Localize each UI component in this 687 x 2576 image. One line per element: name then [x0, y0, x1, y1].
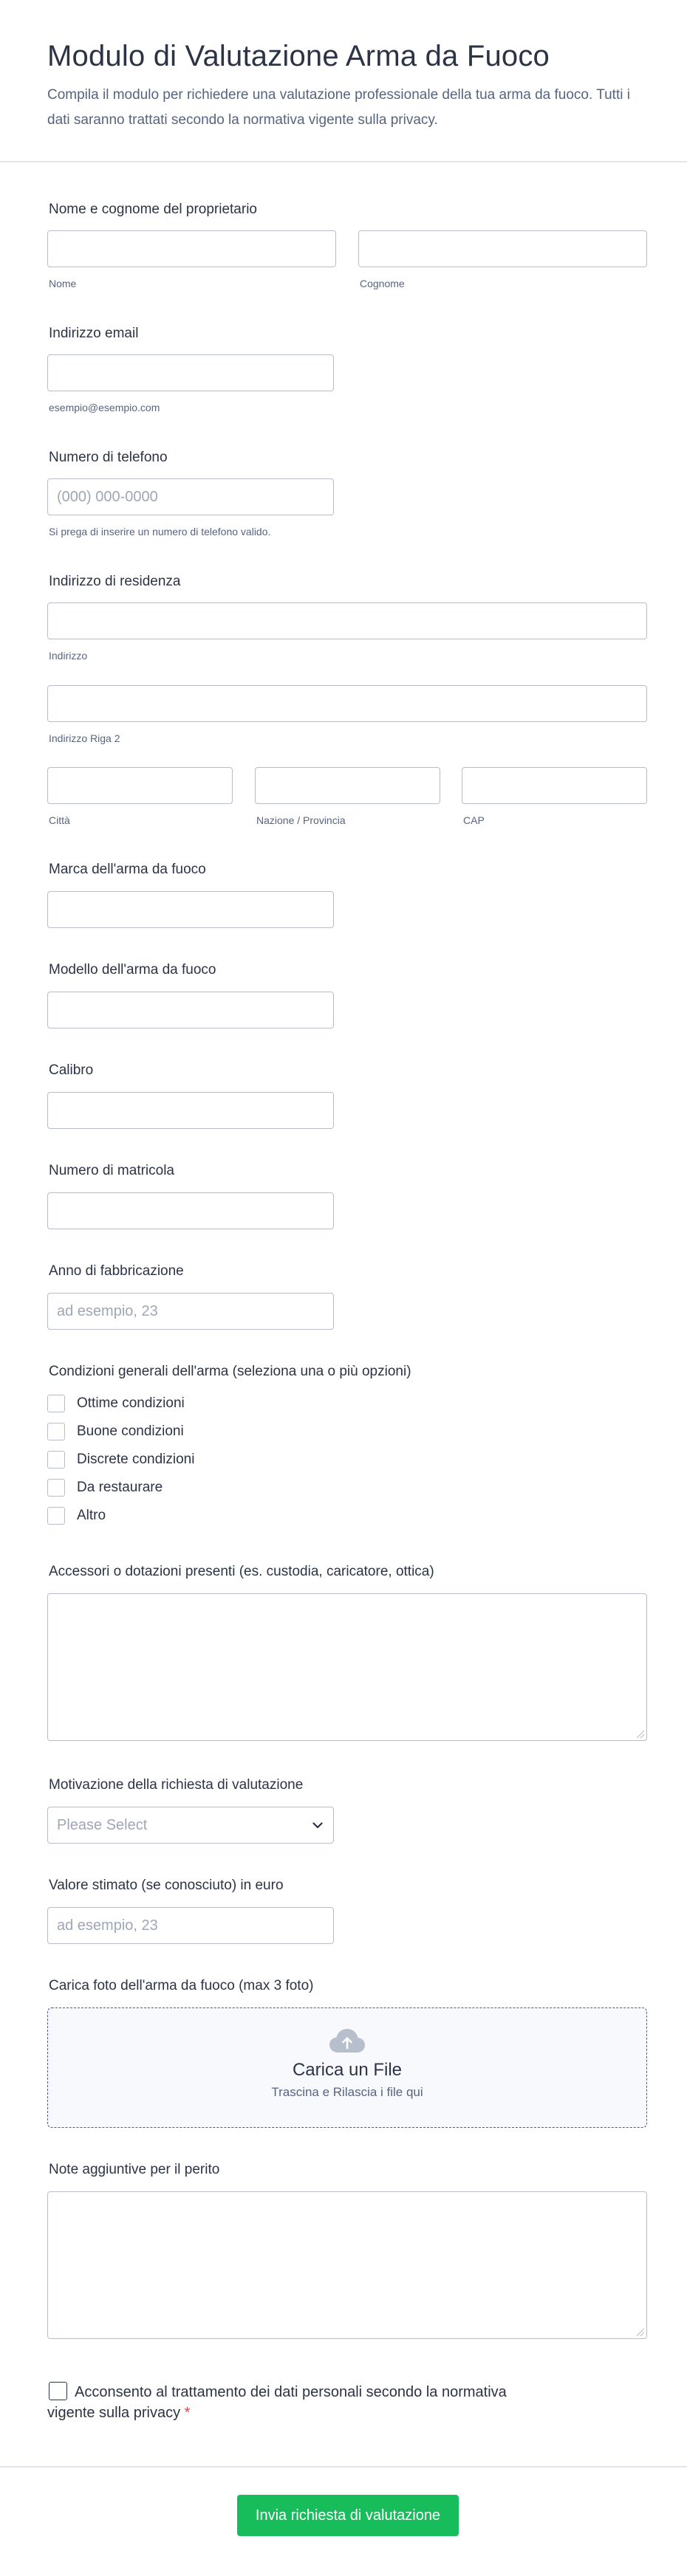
- year-placeholder: ad esempio, 23: [57, 1303, 158, 1319]
- caliber-label: Calibro: [49, 1062, 94, 1078]
- required-asterisk: *: [184, 2405, 191, 2421]
- state-input[interactable]: [255, 767, 440, 804]
- last-name-input[interactable]: [358, 230, 647, 267]
- first-name-sublabel: Nome: [49, 278, 77, 289]
- estimated-value-label: Valore stimato (se conosciuto) in euro: [49, 1878, 284, 1893]
- phone-input[interactable]: [47, 478, 334, 515]
- year-input[interactable]: [47, 1293, 334, 1330]
- condition-options: [47, 1390, 194, 1530]
- consent-field: [47, 2382, 557, 2423]
- notes-textarea[interactable]: [47, 2191, 647, 2339]
- estimated-value-input[interactable]: [47, 1907, 334, 1944]
- address-line2-input[interactable]: [47, 685, 647, 722]
- serial-input[interactable]: [47, 1192, 334, 1229]
- checkbox[interactable]: [47, 1507, 65, 1525]
- upload-hint: Trascina e Rilascia i file qui: [271, 2085, 423, 2099]
- city-input[interactable]: [47, 767, 233, 804]
- estimated-value-placeholder: ad esempio, 23: [57, 1917, 158, 1934]
- checkbox[interactable]: [47, 1423, 65, 1440]
- upload-title: Carica un File: [292, 2060, 403, 2080]
- caliber-input[interactable]: [47, 1092, 334, 1129]
- phone-sublabel: Si prega di inserire un numero di telefono valido.: [49, 526, 271, 537]
- checkbox[interactable]: [47, 1395, 65, 1412]
- condition-option[interactable]: Ottime condizioni: [47, 1390, 194, 1418]
- phone-placeholder: (000) 000-0000: [57, 489, 158, 505]
- file-upload-dropzone[interactable]: [47, 2007, 647, 2128]
- model-label: Modello dell'arma da fuoco: [49, 962, 216, 978]
- reason-select-value: Please Select: [57, 1816, 148, 1833]
- condition-option[interactable]: Altro: [47, 1502, 194, 1530]
- reason-label: Motivazione della richiesta di valutazione: [49, 1777, 304, 1793]
- zip-sublabel: CAP: [463, 814, 485, 826]
- email-label: Indirizzo email: [49, 326, 139, 341]
- resize-handle-icon[interactable]: [637, 1731, 644, 1738]
- submit-button[interactable]: Invia richiesta di valutazione: [237, 2495, 459, 2536]
- last-name-sublabel: Cognome: [360, 278, 405, 289]
- accessories-textarea[interactable]: [47, 1593, 647, 1741]
- checkbox[interactable]: [47, 1479, 65, 1497]
- address-label: Indirizzo di residenza: [49, 574, 181, 589]
- cloud-upload-icon: [329, 2027, 366, 2054]
- condition-option[interactable]: Discrete condizioni: [47, 1446, 194, 1474]
- first-name-input[interactable]: [47, 230, 336, 267]
- notes-label: Note aggiuntive per il perito: [49, 2162, 220, 2177]
- photos-label: Carica foto dell'arma da fuoco (max 3 foto): [49, 1978, 314, 1993]
- state-sublabel: Nazione / Provincia: [256, 814, 346, 826]
- serial-label: Numero di matricola: [49, 1163, 174, 1178]
- reason-select[interactable]: [47, 1807, 334, 1844]
- form-title: Modulo di Valutazione Arma da Fuoco: [47, 40, 550, 72]
- footer-divider: [0, 2466, 687, 2467]
- brand-label: Marca dell'arma da fuoco: [49, 862, 206, 877]
- year-label: Anno di fabbricazione: [49, 1263, 184, 1279]
- resize-handle-icon[interactable]: [637, 2329, 644, 2336]
- chevron-down-icon: [312, 1822, 323, 1829]
- form-description: Compila il modulo per richiedere una valutazione professionale della tua arma da fuoco. Tutti i dati saranno trattati secondo la normativa vigente sulla privacy.: [47, 87, 630, 128]
- zip-input[interactable]: [462, 767, 647, 804]
- brand-input[interactable]: [47, 891, 334, 928]
- city-sublabel: Città: [49, 814, 70, 826]
- owner-name-label: Nome e cognome del proprietario: [49, 202, 257, 217]
- address-line1-input[interactable]: [47, 602, 647, 639]
- condition-option[interactable]: Da restaurare: [47, 1474, 194, 1502]
- address-line1-sublabel: Indirizzo: [49, 650, 88, 662]
- condition-option[interactable]: Buone condizioni: [47, 1418, 194, 1446]
- email-input[interactable]: [47, 354, 334, 391]
- condition-label: Condizioni generali dell'arma (seleziona una o più opzioni): [49, 1364, 411, 1379]
- email-sublabel: esempio@esempio.com: [49, 402, 160, 413]
- phone-label: Numero di telefono: [49, 450, 168, 465]
- address-line2-sublabel: Indirizzo Riga 2: [49, 732, 120, 744]
- consent-checkbox[interactable]: [49, 2382, 67, 2400]
- model-input[interactable]: [47, 992, 334, 1028]
- consent-text: Acconsento al trattamento dei dati personali secondo la normativa vigente sulla privacy: [47, 2384, 507, 2421]
- form-header: [0, 0, 687, 162]
- checkbox[interactable]: [47, 1451, 65, 1469]
- accessories-label: Accessori o dotazioni presenti (es. custodia, caricatore, ottica): [49, 1564, 434, 1579]
